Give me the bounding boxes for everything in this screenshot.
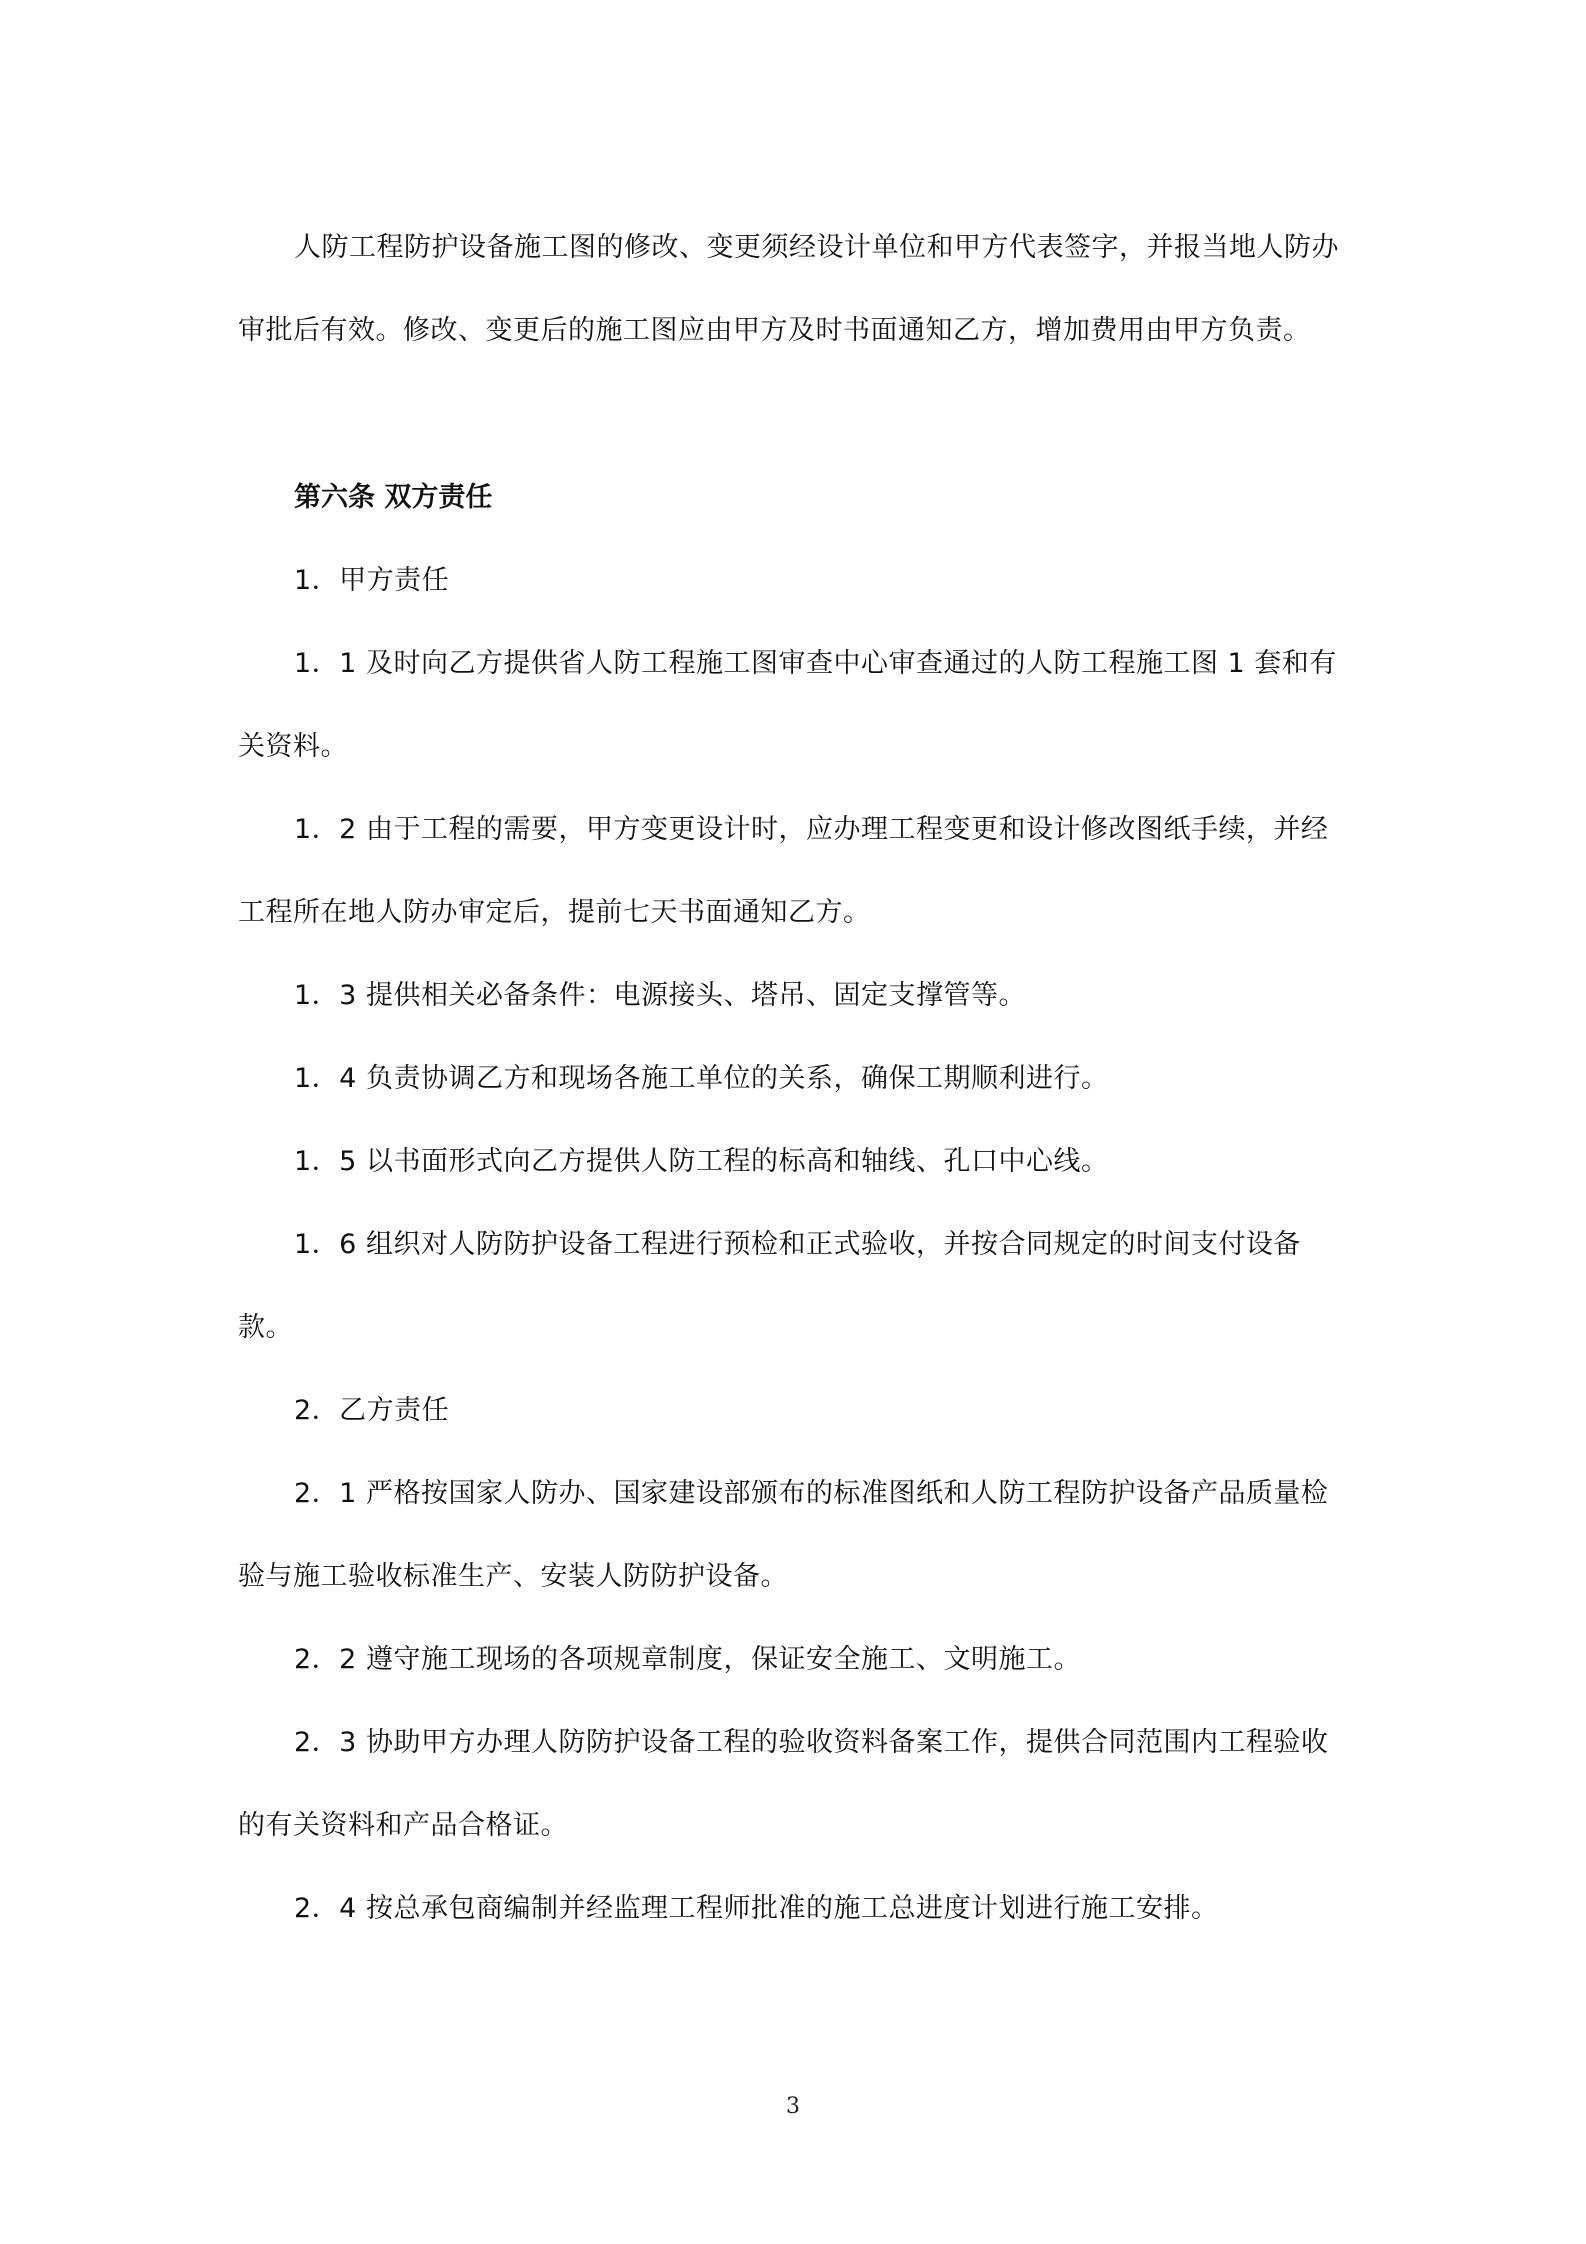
clause-1-3: 1．3 提供相关必备条件：电源接头、塔吊、固定支撑管等。 — [294, 980, 1026, 1011]
clause-1: 1．甲方责任 — [294, 565, 450, 596]
clause-1-5: 1．5 以书面形式向乙方提供人防工程的标高和轴线、孔口中心线。 — [294, 1146, 1109, 1177]
clause-2-4: 2．4 按总承包商编制并经监理工程师批准的施工总进度计划进行施工安排。 — [294, 1893, 1219, 1924]
clause-1-1: 1．1 及时向乙方提供省人防工程施工图审查中心审查通过的人防工程施工图 1 套和有关资料。 — [238, 648, 1337, 762]
clause-1-2: 1．2 由于工程的需要，甲方变更设计时，应办理工程变更和设计修改图纸手续，并经工程所在地人防办审定后，提前七天书面通知乙方。 — [238, 814, 1329, 928]
clause-2: 2．乙方责任 — [294, 1395, 450, 1426]
clause-2-1: 2．1 严格按国家人防办、国家建设部颁布的标准图纸和人防工程防护设备产品质量检验与施工验收标准生产、安装人防防护设备。 — [238, 1478, 1329, 1592]
clause-2-2: 2．2 遵守施工现场的各项规章制度，保证安全施工、文明施工。 — [294, 1644, 1081, 1675]
document-body — [238, 206, 1348, 1950]
page-number: 3 — [786, 2094, 800, 2119]
clause-2-3: 2．3 协助甲方办理人防防护设备工程的验收资料备案工作，提供合同范围内工程验收的有关资料和产品合格证。 — [238, 1727, 1329, 1841]
clause-1-6: 1．6 组织对人防防护设备工程进行预检和正式验收，并按合同规定的时间支付设备款。 — [238, 1229, 1301, 1343]
section-heading: 第六条 双方责任 — [294, 482, 493, 513]
clause-1-4: 1．4 负责协调乙方和现场各施工单位的关系，确保工期顺利进行。 — [294, 1063, 1109, 1094]
intro-paragraph: 人防工程防护设备施工图的修改、变更须经设计单位和甲方代表签字，并报当地人防办审批后有效。修改、变更后的施工图应由甲方及时书面通知乙方，增加费用由甲方负责。 — [238, 232, 1339, 346]
